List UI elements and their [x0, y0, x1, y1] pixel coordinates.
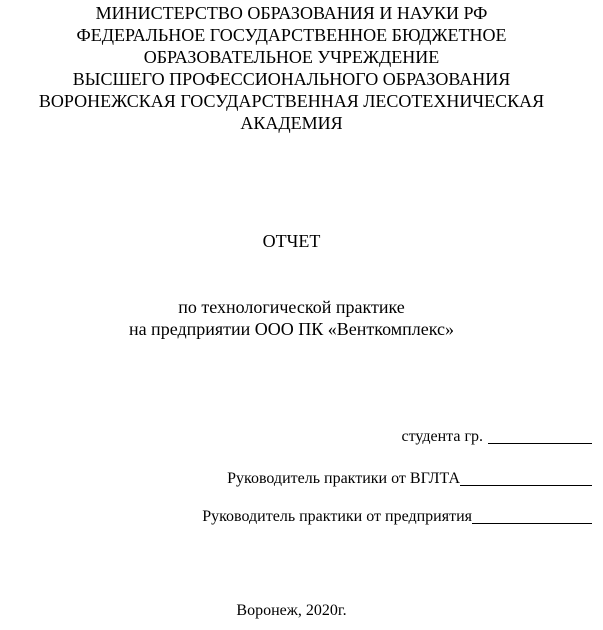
signature-line-company-supervisor — [202, 507, 592, 527]
signature-label-company-supervisor: Руководитель практики от предприятия — [202, 508, 472, 525]
city-year-footer: Воронеж, 2020г. — [236, 602, 347, 619]
report-subtitle — [0, 296, 583, 340]
signature-label-student: студента гр. — [401, 428, 483, 445]
header-line-federal: ФЕДЕРАЛЬНОЕ ГОСУДАРСТВЕННОЕ БЮДЖЕТНОЕ — [76, 25, 507, 45]
header-line-education: ВЫСШЕГО ПРОФЕССИОНАЛЬНОГО ОБРАЗОВАНИЯ — [72, 69, 511, 89]
signature-blank-vglta-supervisor — [460, 485, 592, 486]
header-line-academy: АКАДЕМИЯ — [240, 113, 343, 133]
signature-blank-student — [488, 443, 592, 444]
institution-header — [0, 2, 583, 134]
subtitle-line-company: на предприятии ООО ПК «Венткомплекс» — [128, 319, 455, 339]
header-line-institution: ОБРАЗОВАТЕЛЬНОЕ УЧРЕЖДЕНИЕ — [143, 47, 440, 67]
signature-label-vglta-supervisor: Руководитель практики от ВГЛТА — [227, 470, 460, 487]
report-title: ОТЧЕТ — [262, 231, 321, 251]
header-line-ministry: МИНИСТЕРСТВО ОБРАЗОВАНИЯ И НАУКИ РФ — [95, 3, 488, 23]
signature-blank-company-supervisor — [472, 523, 592, 524]
subtitle-line-practice: по технологической практике — [178, 297, 405, 317]
header-line-academy-name: ВОРОНЕЖСКАЯ ГОСУДАРСТВЕННАЯ ЛЕСОТЕХНИЧЕСКАЯ — [38, 91, 545, 111]
signature-line-vglta-supervisor — [227, 469, 592, 489]
signature-line-student — [401, 427, 592, 447]
